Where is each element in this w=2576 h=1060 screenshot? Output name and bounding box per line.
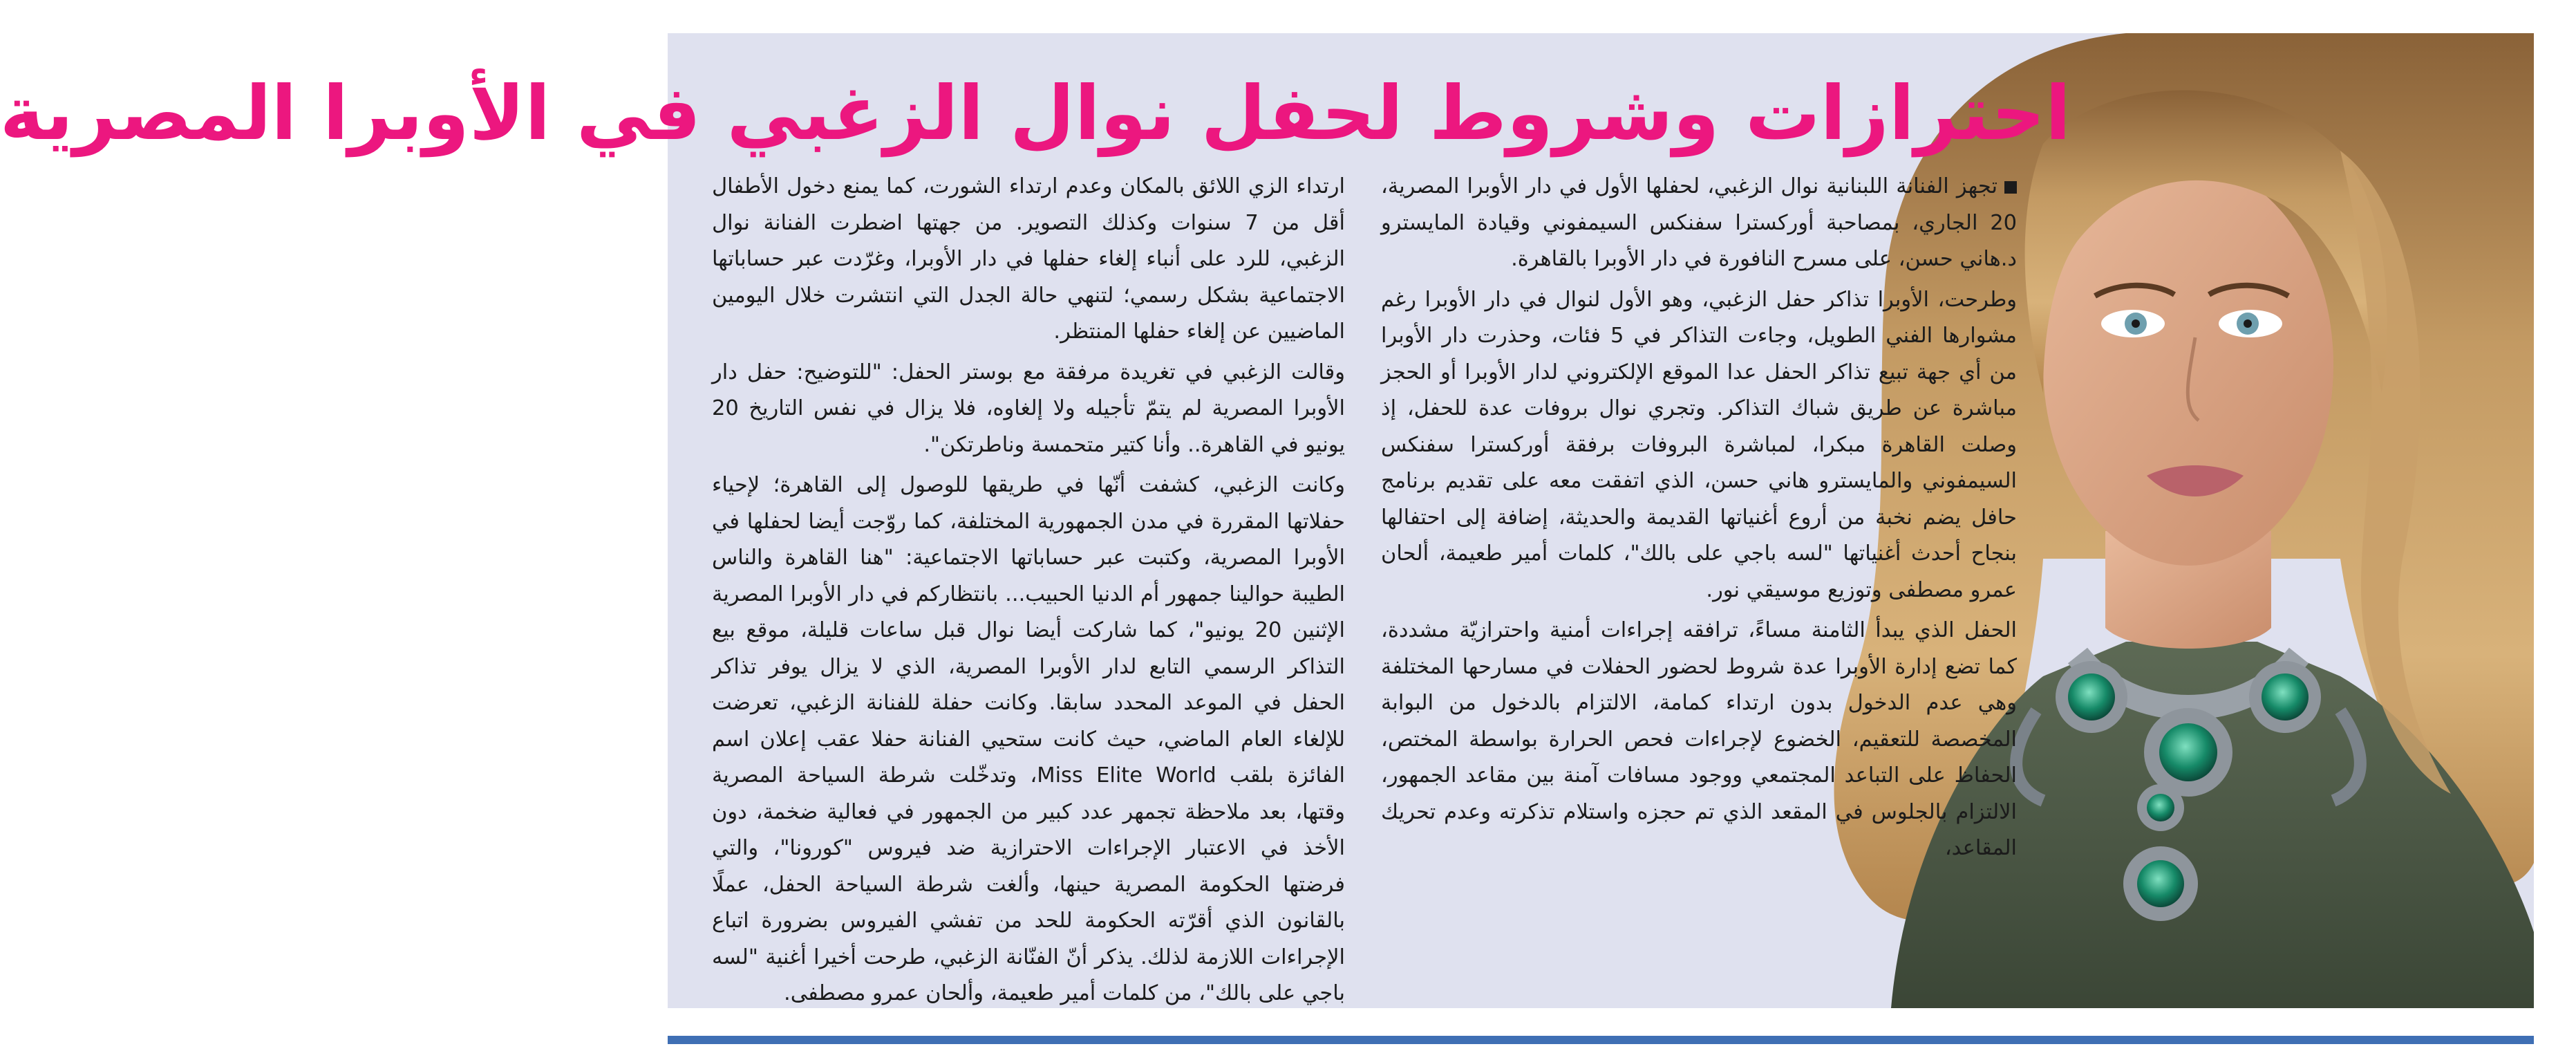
article-panel — [0, 33, 2534, 1008]
paragraph: وكانت الزغبي، كشفت أنّها في طريقها للوصول إلى القاهرة؛ لإحياء حفلاتها المقررة في مدن الجمهورية المختلفة، كما روّجت أيضا لحفلها في الأوبرا المصرية، وكتبت عبر حساباتها الاجتماعية: "هنا القاهرة والناس الطيبة حوالينا جمهور أم الدنيا الحبيب... بانتظاركم في دار الأوبرا المصرية الإثنين 20 يونيو"، كما شاركت أيضا نوال قبل ساعات قليلة، موقع بيع التذاكر الرسمي التابع لدار الأوبرا المصرية، الذي لا يزال يوفر تذاكر الحفل في الموعد المحدد سابقا. وكانت حفلة للفنانة الزغبي، تعرضت للإلغاء العام الماضي، حيث كانت ستحيي الفنانة حفلا عقب إعلان اسم الفائزة بلقب Miss Elite World، وتدخّلت شرطة السياحة المصرية وقتها، بعد ملاحظة تجمهر عدد كبير من الجمهور في فعالية ضخمة، دون الأخذ في الاعتبار الإجراءات الاحترازية ضد فيروس "كورونا"، والتي فرضتها الحكومة المصرية حينها، وألغت شرطة السياحة الحفل، عملًا بالقانون الذي أقرّته الحكومة للحد من تفشي الفيروس بضرورة اتباع الإجراءات اللازمة لذلك. يذكر أنّ الفنّانة الزغبي، طرحت أخيرا أغنية "لسه باجي على بالك"، من كلمات أمير طعيمة، وألحان عمرو مصطفى. — [712, 473, 1345, 1005]
bottom-rule — [668, 1036, 2534, 1044]
right-text-column — [1381, 169, 2017, 871]
article-headline: احترازات وشروط لحفل نوال الزغبي في الأوبرا المصرية — [0, 71, 2071, 157]
paragraph: وطرحت، الأوبرا تذاكر حفل الزغبي، وهو الأول لنوال في دار الأوبرا رغم مشوارها الفني الطويل، وجاءت التذاكر في 5 فئات، وحذرت دار الأوبرا من أي جهة تبيع تذاكر الحفل عدا الموقع الإلكتروني لدار الأوبرا أو الحجز مباشرة عن طريق شباك التذاكر. وتجري نوال بروفات عدة للحفل، إذ وصلت القاهرة مبكرا، لمباشرة البروفات برفقة أوركسترا سفنكس السيمفوني والمايسترو هاني حسن، الذي اتفقت معه على تقديم برنامج حافل يضم نخبة من أروع أغنياتها القديمة والحديثة، إضافة إلى احتفالها بنجاح أحدث أغنياتها "لسه باجي على بالك"، كلمات أمير طعيمة، ألحان عمرو مصطفى وتوزيع موسيقي نور. — [1381, 287, 2017, 602]
bullet-square — [2004, 181, 2017, 194]
paragraph: وقالت الزغبي في تغريدة مرفقة مع بوستر الحفل: "للتوضيح: حفل دار الأوبرا المصرية لم يتمّ تأجيله ولا إلغاوه، فلا يزال في نفس التاريخ 20 يونيو في القاهرة.. وأنا كتير متحمسة وناطرتكن". — [712, 360, 1345, 457]
paragraph: تجهز الفنانة اللبنانية نوال الزغبي، لحفلها الأول في دار الأوبرا المصرية، 20 الجاري، بمصاحبة أوركسترا سفنكس السيمفوني وقيادة المايسترو د.هاني حسن، على مسرح النافورة في دار الأوبرا بالقاهرة. — [1381, 174, 2017, 271]
left-text-column — [712, 169, 1345, 1016]
paragraph: الحفل الذي يبدأ الثامنة مساءً، ترافقه إجراءات أمنية واحترازيّة مشددة، كما تضع إدارة الأوبرا عدة شروط لحضور الحفلات في مسارحها المختلفة وهي عدم الدخول بدون ارتداء كمامة، الالتزام بالدخول من البوابة المخصصة للتعقيم، الخضوع لإجراءات فحص الحرارة بواسطة المختص، الحفاظ على التباعد المجتمعي ووجود مسافات آمنة بين مقاعد الجمهور، الالتزام بالجلوس في المقعد الذي تم حجزه واستلام تذكرته وعدم تحريك المقاعد، — [1381, 618, 2017, 860]
paragraph: ارتداء الزي اللائق بالمكان وعدم ارتداء الشورت، كما يمنع دخول الأطفال أقل من 7 سنوات وكذلك التصوير. من جهتها اضطرت الفنانة نوال الزغبي، للرد على أنباء إلغاء حفلها في دار الأوبرا، وغرّدت عبر حساباتها الاجتماعية بشكل رسمي؛ لتنهي حالة الجدل التي انتشرت خلال اليومين الماضيين عن إلغاء حفلها المنتظر. — [712, 174, 1345, 344]
